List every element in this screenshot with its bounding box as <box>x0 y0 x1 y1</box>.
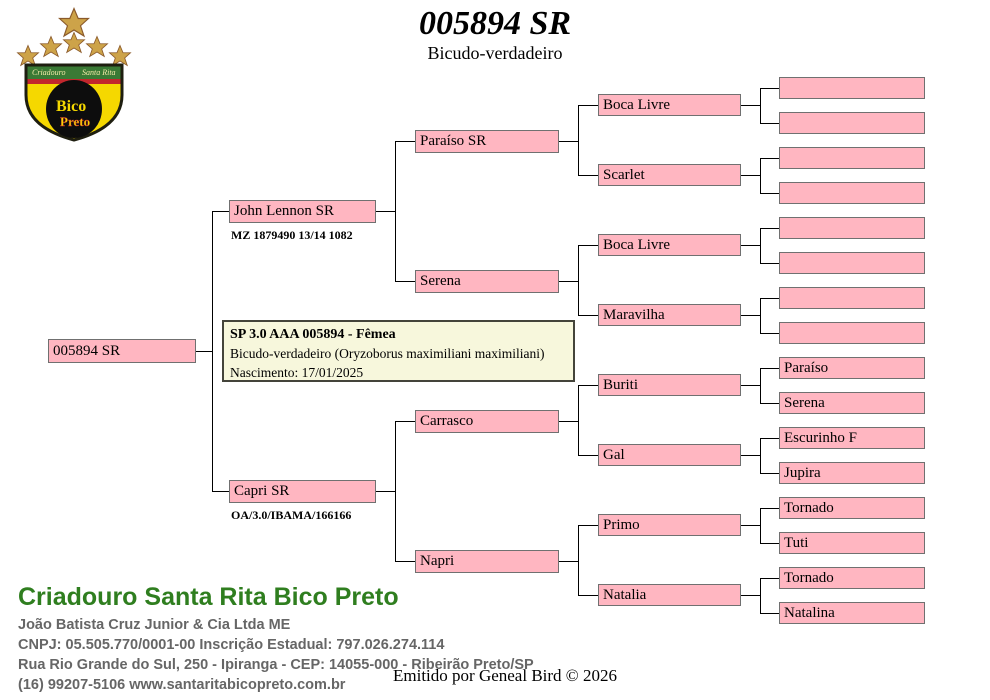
node-gen4-4 <box>779 182 925 204</box>
emitted-by-credit: Emitido por Geneal Bird © 2026 <box>393 666 617 685</box>
node-gen4-14: Tuti <box>779 532 925 554</box>
node-gen4-9: Paraíso <box>779 357 925 379</box>
node-gen4-10: Serena <box>779 392 925 414</box>
node-gen3-2: Scarlet <box>598 164 741 186</box>
dam-ring-annotation: OA/3.0/IBAMA/166166 <box>231 508 352 522</box>
node-gen4-2 <box>779 112 925 134</box>
node-gen4-12: Jupira <box>779 462 925 484</box>
breeder-contact-line: (16) 99207-5106 www.santaritabicopreto.com.br <box>18 677 346 693</box>
logo-band-left-label: Criadouro <box>32 68 66 77</box>
node-gen4-3 <box>779 147 925 169</box>
node-gen4-11: Escurinho F <box>779 427 925 449</box>
sire-ring-annotation: MZ 1879490 13/14 1082 <box>231 228 353 242</box>
node-dam: Capri SR <box>229 480 376 503</box>
node-gen3-6: Gal <box>598 444 741 466</box>
subject-info-species: Bicudo-verdadeiro (Oryzoborus maximiliani maximiliani) <box>230 346 545 361</box>
node-gen4-6 <box>779 252 925 274</box>
node-gen2-1: Paraíso SR <box>415 130 559 153</box>
node-gen3-7: Primo <box>598 514 741 536</box>
node-gen3-4: Maravilha <box>598 304 741 326</box>
logo-name-top: Bico <box>56 98 87 115</box>
node-gen4-15: Tornado <box>779 567 925 589</box>
node-gen4-1 <box>779 77 925 99</box>
node-gen4-8 <box>779 322 925 344</box>
node-gen4-13: Tornado <box>779 497 925 519</box>
node-gen2-4: Napri <box>415 550 559 573</box>
node-gen4-5 <box>779 217 925 239</box>
breeder-cnpj-line: CNPJ: 05.505.770/0001-00 Inscrição Estadual: 797.026.274.114 <box>18 637 445 653</box>
species-subtitle: Bicudo-verdadeiro <box>427 43 563 63</box>
subject-info-id: SP 3.0 AAA 005894 - Fêmea <box>230 327 396 342</box>
node-gen4-16: Natalina <box>779 602 925 624</box>
logo-name-bottom: Preto <box>60 114 91 129</box>
breeder-address-line: Rua Rio Grande do Sul, 250 - Ipiranga - CEP: 14055-000 - Ribeirão Preto/SP <box>18 657 534 673</box>
node-gen4-7 <box>779 287 925 309</box>
page-title: 005894 SR <box>418 5 572 42</box>
node-gen3-3: Boca Livre <box>598 234 741 256</box>
node-sire: John Lennon SR <box>229 200 376 223</box>
node-gen2-2: Serena <box>415 270 559 293</box>
breeder-company-line: João Batista Cruz Junior & Cia Ltda ME <box>18 617 291 633</box>
breeder-name-heading: Criadouro Santa Rita Bico Preto <box>18 583 399 611</box>
node-gen3-5: Buriti <box>598 374 741 396</box>
subject-info-birthdate: Nascimento: 17/01/2025 <box>230 365 364 380</box>
node-gen3-1: Boca Livre <box>598 94 741 116</box>
node-subject: 005894 SR <box>48 339 196 363</box>
logo-band-right-label: Santa Rita <box>82 68 116 77</box>
node-gen3-8: Natalia <box>598 584 741 606</box>
node-gen2-3: Carrasco <box>415 410 559 433</box>
subject-info-box <box>222 320 575 382</box>
